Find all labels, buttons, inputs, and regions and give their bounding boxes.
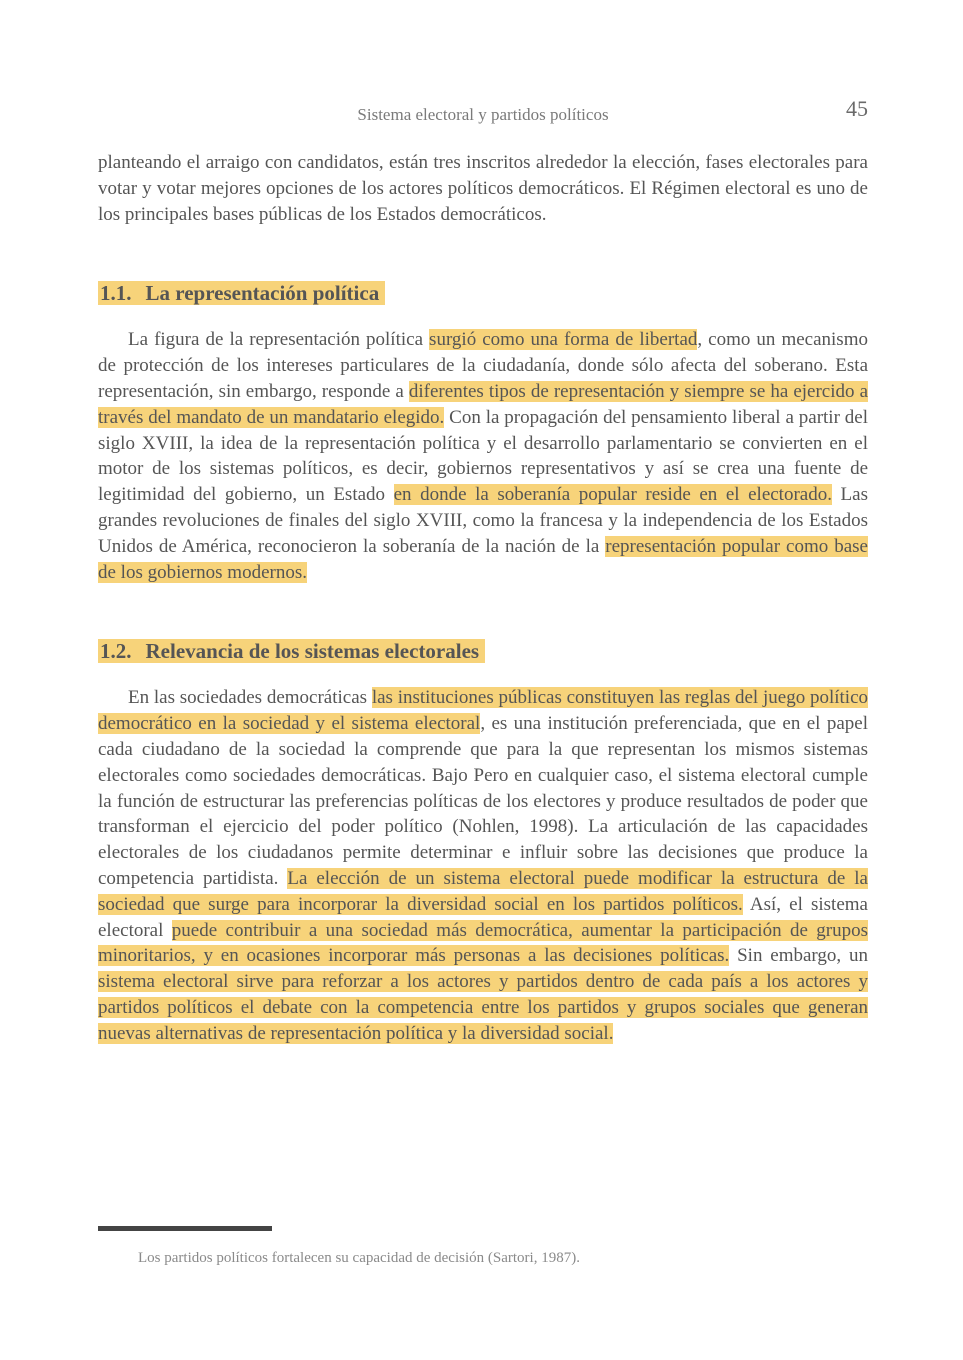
footnote: Los partidos políticos fortalecen su capacidad de decisión (Sartori, 1987).	[138, 1250, 580, 1266]
section-heading-representation	[98, 279, 868, 307]
highlighted-text: puede contribuir a una sociedad más democrática, aumentar la participación de grupos minoritarios, y en ocasiones incorporar más personas a las decisiones políticas.	[98, 919, 868, 967]
highlighted-text: La elección de un sistema electoral puede modificar la estructura de la sociedad que surge para incorporar la diversidad social en los partidos políticos.	[98, 867, 868, 915]
text-run: , como un mecanismo de protección de los intereses particulares de la ciudadanía, donde sólo afecta del soberano. Esta representación, sin embargo, responde a	[98, 329, 868, 402]
representation-paragraph	[98, 327, 868, 585]
text-run: En las sociedades democráticas	[128, 687, 372, 709]
section-title: Relevancia de los sistemas electorales	[145, 639, 480, 664]
highlighted-text: las instituciones públicas constituyen las reglas del juego político democrático en la sociedad y el sistema electoral	[98, 687, 869, 735]
relevance-paragraph	[98, 685, 868, 1046]
highlighted-text: diferentes tipos de representación y siempre se ha ejercido a través del mandato de un mandatario elegido.	[98, 380, 868, 428]
section-number: 1.1.	[100, 281, 132, 306]
section-number: 1.2.	[100, 639, 132, 664]
page-number: 45	[846, 96, 868, 121]
text-run: Con la propagación del pensamiento liberal a partir del siglo XVIII, la idea de la representación política y el desarrollo parlamentario se convierten en el motor de los sistemas políticos, es decir, gobiernos representativos y así se crea una fuente de legitimidad del gobierno, un Estado	[98, 406, 868, 506]
running-header: Sistema electoral y partidos políticos	[357, 105, 609, 124]
section-title: La representación política	[145, 281, 380, 306]
highlighted-text: en donde la soberanía popular reside en el electorado.	[393, 484, 832, 506]
intro-paragraph: planteando el arraigo con candidatos, están tres inscritos alrededor la elección, fases electorales para votar y votar mejores opciones de los actores políticos democráticos. El Régimen electoral es uno de los principales bases públicas de los Estados democráticos.	[98, 152, 868, 225]
highlighted-text: sistema electoral sirve para reforzar a los actores y partidos dentro de cada país a los actores y partidos políticos el debate con la competencia entre los partidos y grupos sociales que generan nuevas alternativas de representación política y la diversidad social.	[98, 971, 868, 1044]
text-run: , es una institución preferenciada, que en el papel cada ciudadano de la sociedad la comprende que para la que representan los mismos sistemas electorales como sociedades democráticas. Bajo Pero en cualquier caso, el sistema electoral cumple la función de estructurar las preferencias políticas de los electores y produce resultados de poder que transforman el ejercicio del poder político (Nohlen, 1998). La articulación de las capacidades electorales de los ciudadanos permite determinar e influir sobre las decisiones que produce la competencia partidista.	[98, 713, 868, 889]
text-run: Las grandes revoluciones de finales del siglo XVIII, como la francesa y la independencia de los Estados Unidos de América, reconocieron la soberanía de la nación de la	[98, 484, 868, 557]
text-run: Sin embargo, un	[729, 945, 868, 967]
text-run: Así, el sistema electoral	[98, 893, 868, 941]
footnote-divider	[98, 1226, 272, 1231]
document-body	[98, 150, 868, 1047]
section-heading-relevance	[98, 637, 868, 665]
highlighted-text: representación popular como base de los gobiernos modernos.	[98, 535, 868, 583]
text-run: La figura de la representación política	[128, 329, 430, 351]
highlighted-text: surgió como una forma de libertad	[429, 329, 698, 351]
